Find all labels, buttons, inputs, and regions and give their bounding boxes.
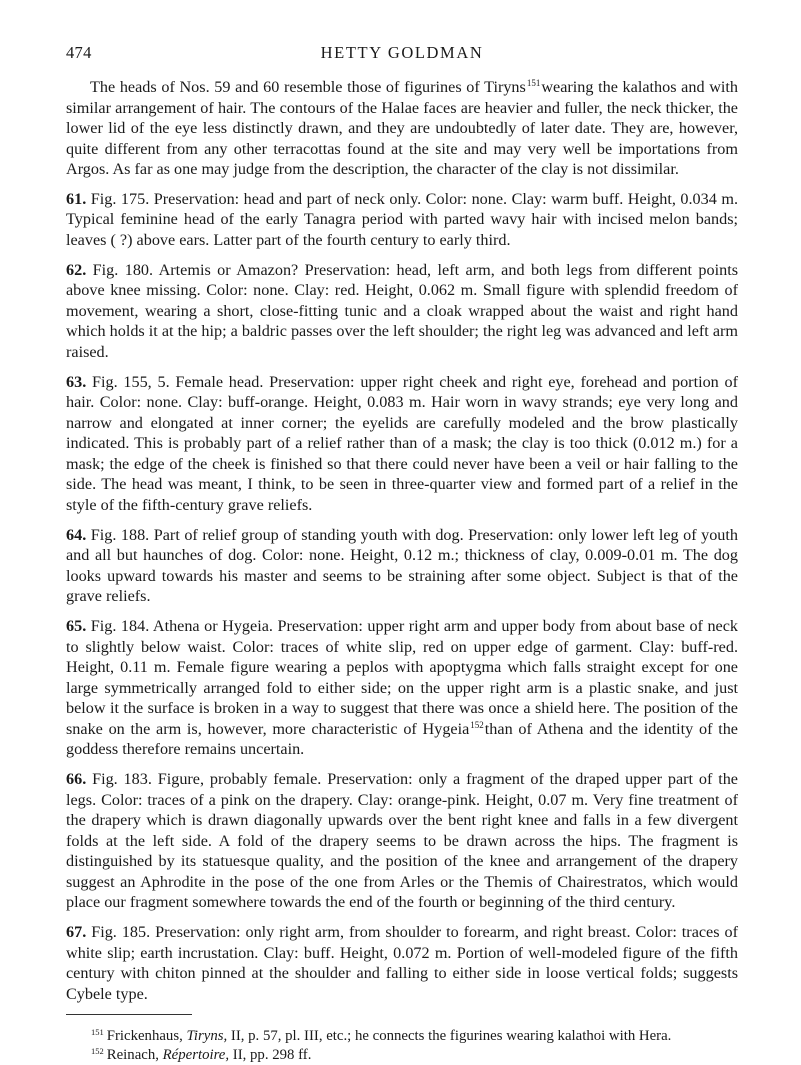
entry-text: Fig. 188. Part of relief group of standing youth with dog. Preservation: only lower left leg of youth and all but haunches of dog. Color: none. Height, 0.12 m.; thickness of clay, 0.009-0.01 m. The dog looks upward towards his master and seems to be straining after some object. Subject is that of the grave reliefs. [66,525,738,605]
entry-text: Fig. 185. Preservation: only right arm, from shoulder to forearm, and right breast. Color: traces of white slip; earth incrustation. Clay: buff. Height, 0.072 m. Portion of well-modeled figure of the fifth century with chiton pinned at the shoulder and falling to either side in loose vertical folds; suggests Cybele type. [66,923,738,1003]
running-title: HETTY GOLDMAN [320,43,484,62]
intro-text-continued: wearing the kalathos and with similar arrangement of hair. The contours of the Halae faces are heavier and fuller, the neck thicker, the lower lid of the eye less distinctly drawn, and they are undoubtedly of later date. They are, however, quite different from any other terracottas found at the site and may very well be importations from Argos. As far as one may judge from the description, the character of the clay is not dissimilar. [66,78,738,178]
entry-text: Fig. 183. Figure, probably female. Preservation: only a fragment of the draped upper part of the legs. Color: traces of a pink on the drapery. Clay: orange-pink. Height, 0.07 m. Very fine treatment of the drapery which is drawn diagonally upwards over the bent right knee and falls in a few divergent folds at the left side. A fold of the drapery seems to be drawn across the hips. The fragment is distinguished by its statuesque quality, and the position of the knee and arrangement of the drapery suggest an Aphrodite in the pose of the one from Arles or the Themis of Chairestratos, which would place our fragment somewhere towards the end of the fourth or beginning of the third century. [66,770,738,911]
entry-number: 64. [66,525,87,544]
footnote-divider [66,1014,192,1015]
entry-number: 63. [66,372,87,391]
entry-number: 67. [66,923,87,941]
footnote-number: 151 [91,1026,104,1037]
catalog-entry-67 [66,922,738,1004]
entry-text: Fig. 180. Artemis or Amazon? Preservation: head, left arm, and both legs from different points above knee missing. Color: none. Clay: red. Height, 0.062 m. Small figure with splendid freedom of movement, wearing a short, close-fitting tunic and a cloak wrapped about the waist and right hand which holds it at the hip; a baldric passes over the left shoulder; the right leg was advanced and left arm raised. [66,260,739,361]
footnote-151 [66,1027,738,1046]
entry-text-continued: than of Athena and the identity of the goddess therefore remains uncertain. [66,719,738,758]
entry-number: 66. [66,770,87,788]
footnote-152 [66,1046,738,1065]
intro-text: The heads of Nos. 59 and 60 resemble those of figurines of Tiryns [90,78,526,96]
entry-number: 61. [66,189,87,208]
catalog-entry-61 [66,189,738,251]
footnote-author: Frickenhaus, [106,1027,183,1044]
footnote-work-title: Répertoire, [162,1046,230,1063]
catalog-entry-63 [66,372,738,516]
footnote-work-title: Tiryns, [186,1027,228,1044]
catalog-entry-65 [66,616,738,760]
entry-text: Fig. 175. Preservation: head and part of neck only. Color: none. Clay: warm buff. Height, 0.034 m. Typical feminine head of the early Tanagra period with parted wavy hair with incised melon bands; leaves ( ?) above ears. Latter part of the fourth century to early third. [66,189,738,249]
catalog-entry-64 [66,525,738,607]
page-header [66,43,738,73]
entry-text: Fig. 155, 5. Female head. Preservation: upper right cheek and right eye, forehead and portion of hair. Color: none. Clay: buff-orange. Height, 0.083 m. Hair worn in wavy strands; eye very long and narrow and elongated at inner corner; the eyelids are carefully modeled and the brow plastically indicated. This is probably part of a relief rather than of a mask; the clay is too thick (0.012 m.) for a mask; the edge of the cheek is finished so that there could never have been a veil or hair falling to the side. The head was meant, I think, to be seen in three-quarter view and formed part of a relief in the style of the fifth-century grave reliefs. [66,372,738,514]
catalog-entry-66 [66,769,738,913]
footnote-ref-151[interactable]: 151 [526,78,541,88]
page-number: 474 [66,43,92,62]
footnote-text: II, pp. 298 ff. [232,1046,312,1063]
footnote-author: Reinach, [106,1046,159,1063]
intro-paragraph [66,77,738,180]
document-page [66,0,738,1065]
catalog-entry-62 [66,260,738,363]
entry-number: 62. [66,260,87,279]
entry-text: Fig. 184. Athena or Hygeia. Preservation: upper right arm and upper body from about base of neck to slightly below waist. Color: traces of white slip, red on upper edge of garment. Clay: buff-red. Height, 0.11 m. Female figure wearing a peplos with apoptygma which falls straight except for one large symmetrically arranged fold to either side; on the upper right arm is a plastic snake, and just below it the surface is broken in a way to suggest that there was once a shield here. The position of the snake on the arm is, however, more characteristic of Hygeia [66,617,738,738]
footnote-ref-152[interactable]: 152 [470,719,484,730]
footnote-text: II, p. 57, pl. III, etc.; he connects the figurines wearing kalathoi with Hera. [230,1027,672,1044]
footnote-number: 152 [91,1045,104,1056]
entry-number: 65. [66,617,87,635]
